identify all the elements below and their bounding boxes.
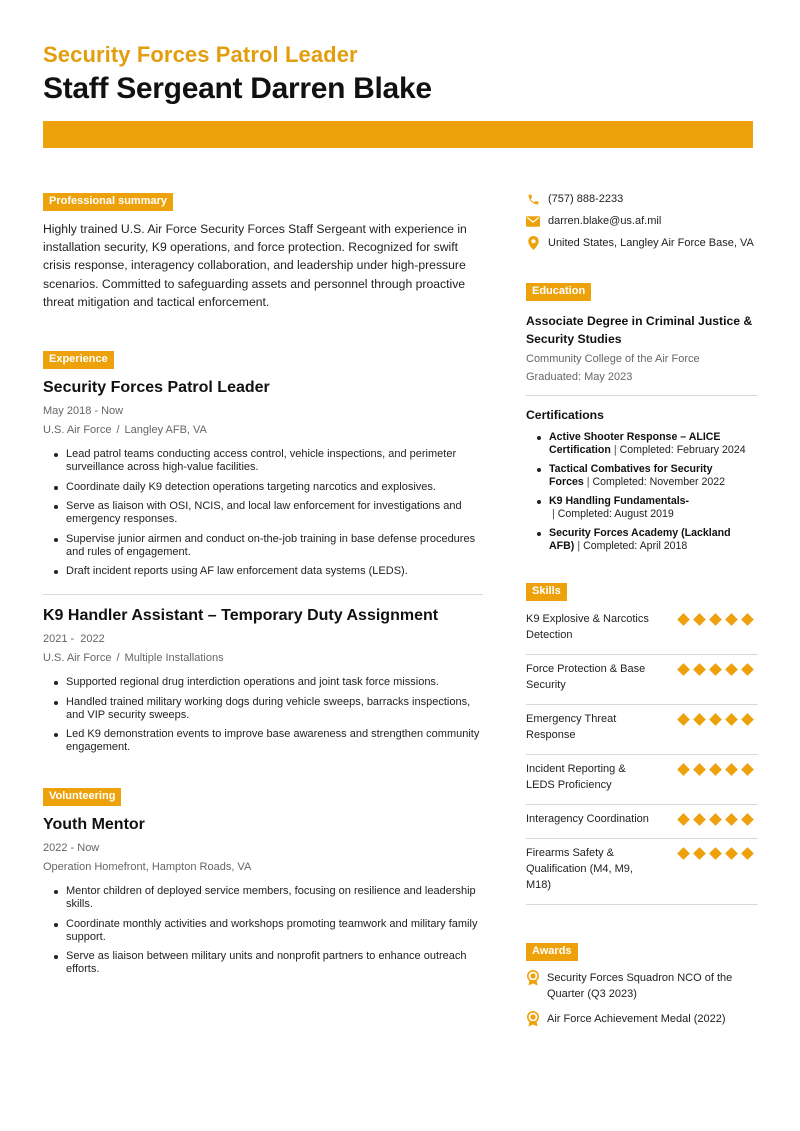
cert-detail: Completed: August 2019 xyxy=(557,508,674,520)
rating-diamond-icon xyxy=(740,712,754,726)
cert-detail: Completed: November 2022 xyxy=(592,476,726,488)
rating-diamond-icon xyxy=(724,812,738,826)
entry-org-location: Operation Homefront, Hampton Roads, VA xyxy=(43,861,252,874)
rating-diamond-icon xyxy=(740,762,754,776)
entry-org: U.S. Air Force xyxy=(43,652,112,665)
experience-entry xyxy=(43,607,483,754)
list-item: Supervise junior airmen and conduct on-the-job training in base defense procedures and rules of engagement. xyxy=(43,533,483,559)
skill-rating xyxy=(676,762,754,776)
entry-dates: 2022 - Now xyxy=(43,842,100,855)
contact-email xyxy=(526,213,758,229)
list-item: Serve as liaison between military units and nonprofit partners to enhance outreach efforts. xyxy=(43,950,483,976)
cert-name: Tactical Combatives for Security Forces xyxy=(549,463,713,488)
rating-diamond-icon xyxy=(692,846,706,860)
experience-entry xyxy=(43,379,483,578)
rating-diamond-icon xyxy=(676,712,690,726)
education-section xyxy=(526,281,758,383)
rating-diamond-icon xyxy=(692,812,706,826)
entry-bullets xyxy=(43,885,483,976)
entry-dates: May 2018 - Now xyxy=(43,405,124,418)
rating-diamond-icon xyxy=(708,762,722,776)
rating-diamond-icon xyxy=(676,662,690,676)
rating-diamond-icon xyxy=(724,846,738,860)
location-text: United States, Langley Air Force Base, VA xyxy=(548,237,754,249)
phone-text[interactable]: (757) 888-2233 xyxy=(548,193,624,205)
entry-bullets xyxy=(43,448,483,578)
section-divider xyxy=(526,395,758,396)
skill-name: Interagency Coordination xyxy=(526,813,649,825)
award-text: Security Forces Squadron NCO of the Quarter (Q3 2023) xyxy=(547,972,733,1000)
entry-title: K9 Handler Assistant – Temporary Duty Assignment xyxy=(43,607,439,625)
rating-diamond-icon xyxy=(724,612,738,626)
skill-name: K9 Explosive & Narcotics Detection xyxy=(526,613,649,641)
rating-diamond-icon xyxy=(724,762,738,776)
skills-list xyxy=(526,605,758,905)
cert-name: K9 Handling Fundamentals- xyxy=(549,495,690,507)
list-item: Draft incident reports using AF law enforcement data systems (LEDS). xyxy=(43,565,483,578)
resume-header xyxy=(43,42,753,106)
contact-location xyxy=(526,235,758,251)
list-item: Serve as liaison with OSI, NCIS, and local law enforcement for investigations and emergency responses. xyxy=(43,500,483,526)
list-item: Mentor children of deployed service members, focusing on resilience and leadership skills. xyxy=(43,885,483,911)
skills-section xyxy=(526,581,758,905)
skill-row xyxy=(526,655,758,705)
medal-icon xyxy=(526,1011,540,1027)
cert-separator: | xyxy=(613,444,617,456)
entry-location: Langley AFB, VA xyxy=(124,424,207,437)
list-item: Supported regional drug interdiction operations and joint task force missions. xyxy=(43,676,483,689)
skill-name: Incident Reporting & LEDS Proficiency xyxy=(526,763,626,791)
cert-separator: | xyxy=(586,476,590,488)
skill-rating xyxy=(676,812,754,826)
entry-org-location xyxy=(43,424,483,437)
right-column xyxy=(526,191,758,1027)
summary-text: Highly trained U.S. Air Force Security Forces Staff Sergeant with experience in installation security, K9 operations, and force protection. Recognized for swift crisis response, interagency collaboration, and leadership under high-pressure scenarios. Committed to safeguarding assets and personnel through proactive threat mitigation and tactical enforcement. xyxy=(43,222,467,309)
entry-org: U.S. Air Force xyxy=(43,424,112,437)
section-tag-education: Education xyxy=(526,283,591,301)
left-column xyxy=(43,191,483,983)
cert-separator: | xyxy=(577,540,581,552)
list-item xyxy=(526,431,758,457)
certifications-section xyxy=(526,408,758,553)
list-item: Lead patrol teams conducting access control, vehicle inspections, and perimeter surveillance across high-value facilities. xyxy=(43,448,483,474)
rating-diamond-icon xyxy=(708,712,722,726)
job-title: Security Forces Patrol Leader xyxy=(43,42,358,67)
award-item xyxy=(526,1011,758,1027)
awards-section xyxy=(526,941,758,1027)
volunteering-section xyxy=(43,786,483,976)
cert-detail: Completed: February 2024 xyxy=(619,444,746,456)
cert-separator: | xyxy=(552,508,555,520)
list-item: Coordinate monthly activities and workshops promoting teamwork and military family support. xyxy=(43,918,483,944)
entry-title: Security Forces Patrol Leader xyxy=(43,379,270,397)
list-item: Handled trained military working dogs during vehicle sweeps, barracks inspections, and VIP security sweeps. xyxy=(43,696,483,722)
skill-row xyxy=(526,605,758,655)
rating-diamond-icon xyxy=(692,612,706,626)
entry-dates: 2021 - 2022 xyxy=(43,633,105,646)
rating-diamond-icon xyxy=(740,846,754,860)
entry-title: Youth Mentor xyxy=(43,816,145,834)
skill-row xyxy=(526,839,758,905)
skill-name: Force Protection & Base Security xyxy=(526,663,646,691)
mail-icon xyxy=(526,214,540,228)
cert-name: Active Shooter Response – ALICE Certification xyxy=(549,431,721,456)
skill-name: Firearms Safety & Qualification (M4, M9, M18) xyxy=(526,847,633,891)
rating-diamond-icon xyxy=(740,662,754,676)
medal-icon xyxy=(526,970,540,986)
section-tag-skills: Skills xyxy=(526,583,567,601)
rating-diamond-icon xyxy=(708,812,722,826)
section-tag-awards: Awards xyxy=(526,943,578,961)
summary-section xyxy=(43,191,483,311)
list-item xyxy=(526,527,758,553)
skill-rating xyxy=(676,612,754,626)
education-school: Community College of the Air Force xyxy=(526,353,700,365)
rating-diamond-icon xyxy=(724,712,738,726)
award-text: Air Force Achievement Medal (2022) xyxy=(547,1013,726,1025)
location-pin-icon xyxy=(526,236,540,250)
entry-divider xyxy=(43,594,483,595)
org-separator: / xyxy=(116,652,120,665)
award-item xyxy=(526,970,758,1002)
section-tag-experience: Experience xyxy=(43,351,114,369)
education-degree: Associate Degree in Criminal Justice & Security Studies xyxy=(526,314,753,346)
list-item xyxy=(526,463,758,489)
org-separator: / xyxy=(116,424,120,437)
list-item xyxy=(526,495,758,521)
experience-section xyxy=(43,349,483,754)
rating-diamond-icon xyxy=(708,662,722,676)
skill-row xyxy=(526,755,758,805)
skill-rating xyxy=(676,712,754,726)
rating-diamond-icon xyxy=(676,612,690,626)
skill-name: Emergency Threat Response xyxy=(526,713,617,741)
rating-diamond-icon xyxy=(740,812,754,826)
education-graduated: Graduated: May 2023 xyxy=(526,371,633,383)
rating-diamond-icon xyxy=(676,846,690,860)
email-text[interactable]: darren.blake@us.af.mil xyxy=(548,215,662,227)
entry-location: Multiple Installations xyxy=(124,652,224,665)
entry-bullets xyxy=(43,676,483,754)
skill-row xyxy=(526,805,758,839)
rating-diamond-icon xyxy=(708,846,722,860)
rating-diamond-icon xyxy=(676,762,690,776)
rating-diamond-icon xyxy=(724,662,738,676)
candidate-name: Staff Sergeant Darren Blake xyxy=(43,72,432,105)
cert-detail: Completed: April 2018 xyxy=(583,540,688,552)
entry-org-location xyxy=(43,652,483,665)
certifications-heading: Certifications xyxy=(526,408,604,422)
rating-diamond-icon xyxy=(692,662,706,676)
certifications-list xyxy=(526,431,758,553)
header-accent-bar xyxy=(43,121,753,148)
cert-name: Security Forces Academy (Lackland AFB) xyxy=(549,527,731,552)
section-tag-summary: Professional summary xyxy=(43,193,173,211)
phone-icon xyxy=(526,192,540,206)
contact-phone xyxy=(526,191,758,207)
rating-diamond-icon xyxy=(676,812,690,826)
rating-diamond-icon xyxy=(692,712,706,726)
list-item: Led K9 demonstration events to improve base awareness and strengthen community engagement. xyxy=(43,728,483,754)
section-tag-volunteering: Volunteering xyxy=(43,788,121,806)
rating-diamond-icon xyxy=(708,612,722,626)
rating-diamond-icon xyxy=(692,762,706,776)
skill-row xyxy=(526,705,758,755)
contact-section xyxy=(526,191,758,251)
list-item: Coordinate daily K9 detection operations targeting narcotics and explosives. xyxy=(43,481,483,494)
skill-rating xyxy=(676,662,754,676)
rating-diamond-icon xyxy=(740,612,754,626)
skill-rating xyxy=(676,846,754,860)
